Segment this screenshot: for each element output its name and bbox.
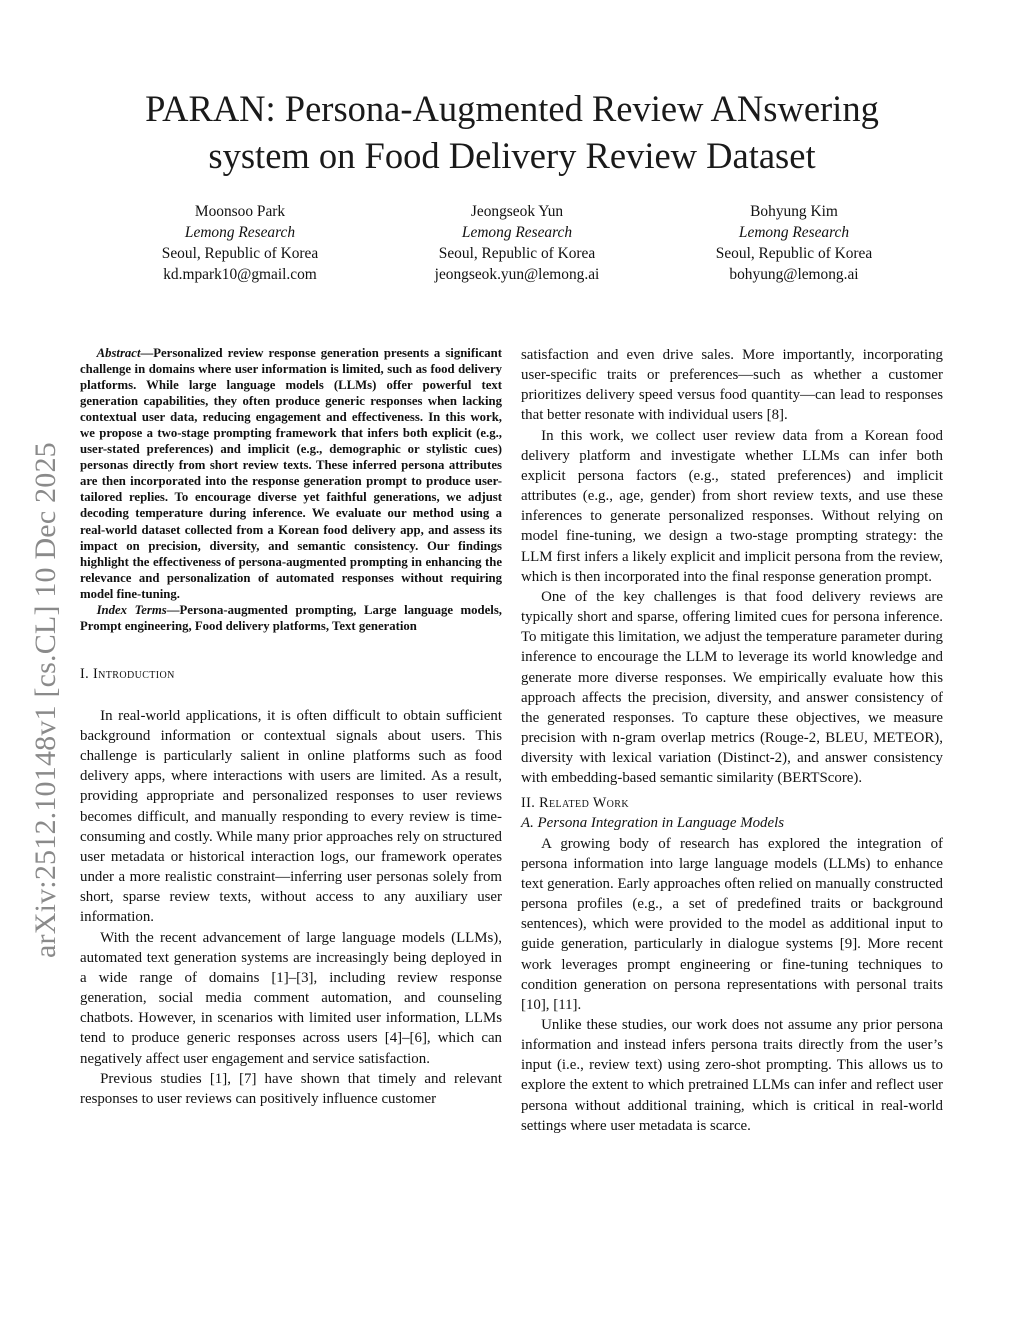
abstract <box>80 345 502 602</box>
paragraph: A growing body of research has explored the integration of persona information into large language models (LLMs) to enhance text generation. Early approaches often relied on manually constructed persona profiles (e.g., a set of predefined traits or background sentences), which were provided to the model as additional input to guide generation, particularly in dialogue systems [9]. More recent work leverages prompt engineering or fine-tuning techniques to condition generation on persona representations with personal traits [10], [11]. <box>521 835 943 1013</box>
index-terms <box>80 602 502 634</box>
author-affiliation: Lemong Research <box>738 224 850 241</box>
author-location: Seoul, Republic of Korea <box>715 245 873 262</box>
paper-title <box>60 85 964 179</box>
abstract-label: Abstract <box>96 346 141 360</box>
right-column <box>521 345 943 1136</box>
paragraph: With the recent advancement of large language models (LLMs), automated text generation systems are increasingly being deployed in a wide range of domains [1]–[3], including review response generation, social media comment automation, and counseling chatbots. However, in scenarios with limited user information, LLMs tend to produce generic responses across users [4]–[6], which can negatively affect user engagement and service satisfaction. <box>80 929 502 1067</box>
paragraph: Previous studies [1], [7] have shown that timely and relevant responses to user reviews can positively influence customer <box>80 1070 502 1107</box>
paragraph: In this work, we collect user review data from a Korean food delivery platform and investigate whether LLMs can infer both explicit persona factors (e.g., stated preferences) and implicit attributes (e.g., age, gender) from short review texts, and use these inferences to generate personalized responses. Without relying on model fine-tuning, we design a two-stage prompting strategy: the LLM first infers a likely explicit and implicit persona from the review, which is then incorporated into the final response generation prompt. <box>521 427 943 585</box>
author-location: Seoul, Republic of Korea <box>161 245 319 262</box>
author-affiliation: Lemong Research <box>461 224 573 241</box>
section-heading-related-work <box>521 793 943 813</box>
left-column <box>80 345 502 1109</box>
paragraph: satisfaction and even drive sales. More importantly, incorporating user-specific traits or preferences—such as whether a customer prioritizes delivery speed versus food quantity—can lead to responses that better resonate with individual users [8]. <box>521 347 943 424</box>
author-3 <box>664 201 924 285</box>
author-email: kd.mpark10@gmail.com <box>163 266 317 283</box>
title-line-1: PARAN: Persona-Augmented Review ANswering <box>145 88 879 129</box>
subsection-heading: A. Persona Integration in Language Models <box>521 815 785 832</box>
author-location: Seoul, Republic of Korea <box>438 245 596 262</box>
index-terms-text: —Persona-augmented prompting, Large language models, Prompt engineering, Food delivery platforms, Text generation <box>80 602 502 633</box>
author-email: jeongseok.yun@lemong.ai <box>434 266 600 283</box>
arxiv-stamp <box>28 373 64 958</box>
section-title: Introduction <box>93 665 175 682</box>
arxiv-identifier: arXiv:2512.10148v1 [cs.CL] 10 Dec 2025 <box>29 442 62 958</box>
author-name: Jeongseok Yun <box>470 203 564 220</box>
author-name: Bohyung Kim <box>750 203 838 220</box>
paragraph: One of the key challenges is that food delivery reviews are typically short and sparse, offering limited cues for persona inference. To mitigate this limitation, we adjust the temperature parameter during inference to encourage the LLM to leverage its world knowledge and generate more diverse responses. We empirically evaluate how this approach affects the precision, diversity, and answer consistency of the generated responses. To capture these objectives, we measure precision with n-gram overlap metrics (Rouge-2, BLEU, METEOR), diversity with lexical variation (Distinct-2), and answer consistency with embedding-based semantic similarity (BERTScore). <box>521 588 943 787</box>
section-number: I. <box>80 665 94 682</box>
section-title: Related Work <box>539 795 629 812</box>
author-block <box>110 201 924 285</box>
author-2 <box>387 201 647 285</box>
paragraph: In real-world applications, it is often difficult to obtain sufficient background information or contextual signals about users. This challenge is particularly salient in online platforms such as food delivery apps, where interactions with users are limited. As a result, providing appropriate and personalized responses to user reviews becomes difficult, and manually responding to every review is time-consuming and costly. While many prior approaches rely on structured user metadata or historical interaction logs, our framework operates under a more realistic constraint—inferring user personas solely from short, sparse review texts, without access to any auxiliary user information. <box>80 707 502 926</box>
abstract-text: —Personalized review response generation presents a significant challenge in domains where user information is limited, such as food delivery platforms. While large language models (LLMs) offer powerful text generation capabilities, they often produce generic responses when lacking contextual user data, reducing engagement and effectiveness. In this work, we propose a two-stage prompting framework that infers both explicit (e.g., user-stated preferences) and implicit (e.g., demographic or stylistic cues) personas directly from short review texts. These inferred persona attributes are then incorporated into the response generation prompt to produce user-tailored replies. To encourage diverse yet faithful generations, we adjust decoding temperature during inference. We evaluate our method using a real-world dataset collected from a Korean food delivery app, and assess its impact on precision, diversity, and semantic consistency. Our findings highlight the effectiveness of persona-augmented prompting in enhancing the relevance and personalization of automated responses without requiring model fine-tuning. <box>80 346 502 601</box>
paragraph: Unlike these studies, our work does not assume any prior persona information and instead infers persona traits directly from the user’s input (i.e., review text) using zero-shot prompting. This allows us to explore the extent to which pretrained LLMs can infer and reflect user persona without additional training, which is critical in real-world settings where user metadata is scarce. <box>521 1017 943 1134</box>
section-number: II. <box>521 795 540 812</box>
author-email: bohyung@lemong.ai <box>729 266 859 283</box>
author-name: Moonsoo Park <box>194 203 286 220</box>
author-1 <box>110 201 370 285</box>
index-terms-label: Index Terms <box>96 602 167 617</box>
section-heading-introduction <box>80 664 502 684</box>
author-affiliation: Lemong Research <box>184 224 296 241</box>
title-line-2: system on Food Delivery Review Dataset <box>208 135 816 176</box>
